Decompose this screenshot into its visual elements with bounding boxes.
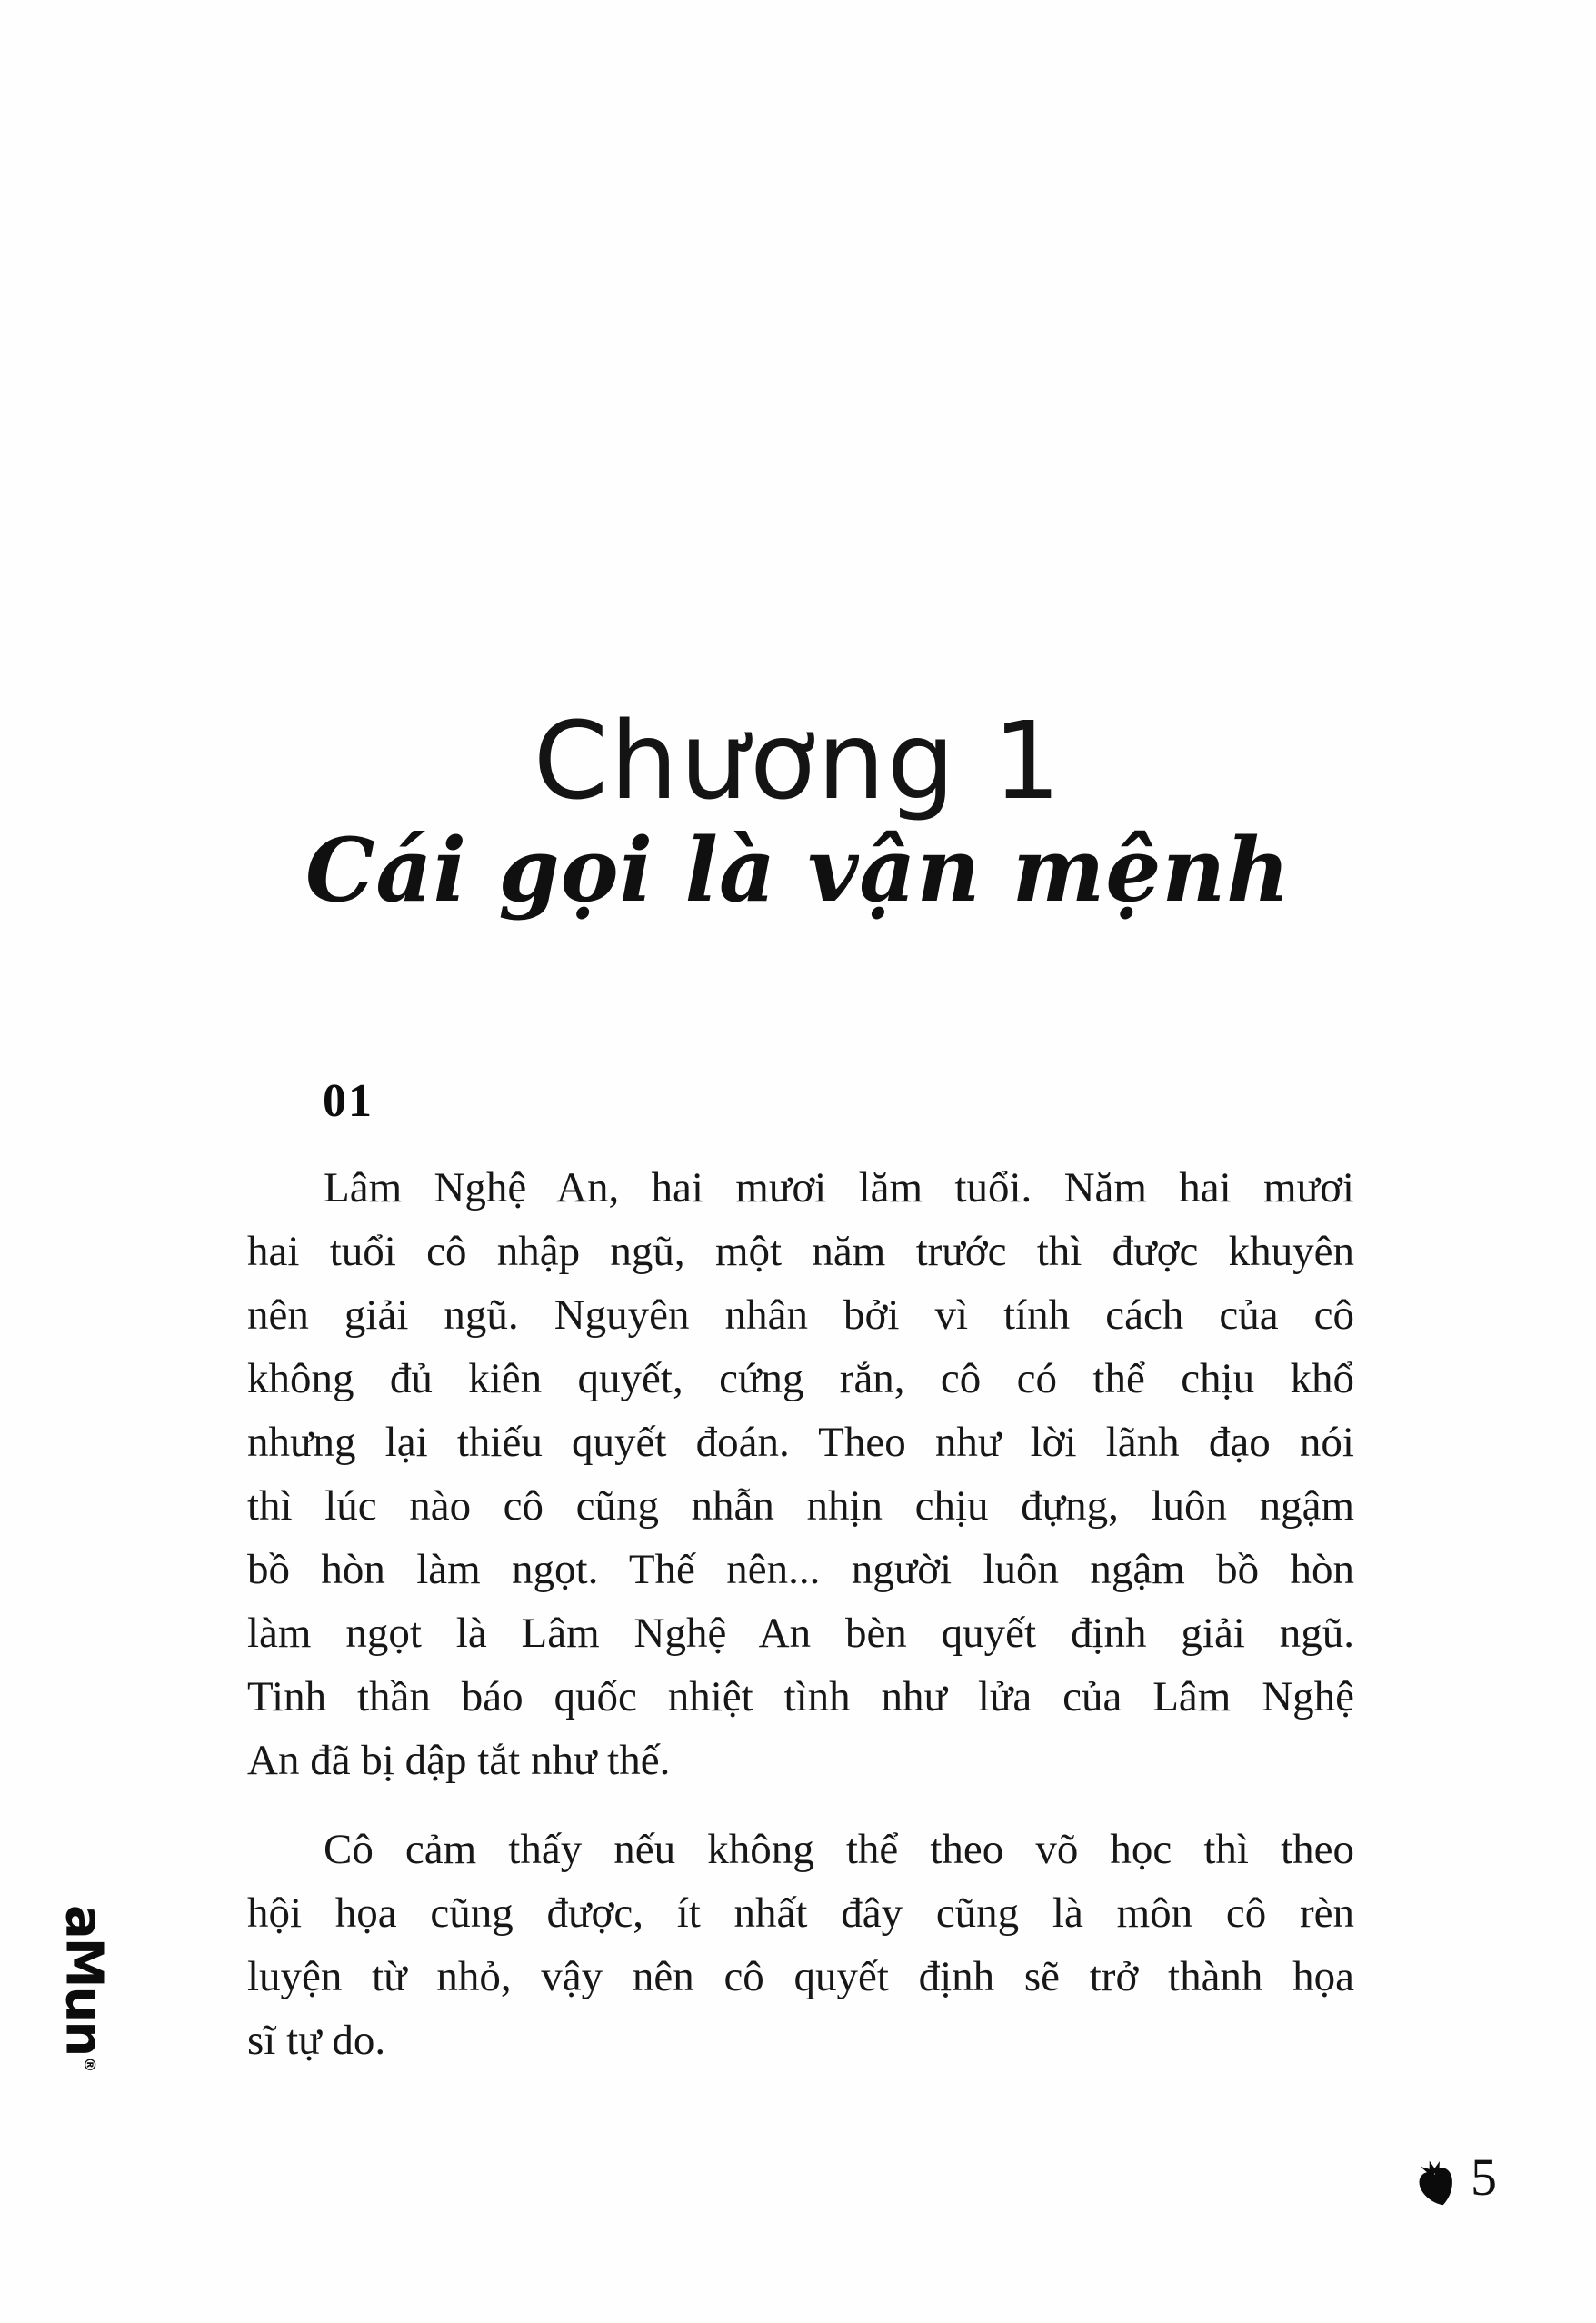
text-line: không đủ kiên quyết, cứng rắn, cô có thể chịu khổ [247, 1355, 1354, 1402]
text-line: hai tuổi cô nhập ngũ, một năm trước thì được khuyên [247, 1228, 1354, 1275]
chapter-subtitle: Cái gọi là vận mệnh [304, 819, 1292, 922]
text-line: Lâm Nghệ An, hai mươi lăm tuổi. Năm hai mươi [324, 1164, 1354, 1211]
text-line: hội họa cũng được, ít nhất đây cũng là môn cô rèn [247, 1889, 1354, 1937]
text-line: thì lúc nào cô cũng nhẫn nhịn chịu đựng, luôn ngậm [247, 1482, 1354, 1530]
text-line: sĩ tự do. [247, 2017, 386, 2064]
text-line: Tinh thần báo quốc nhiệt tình như lửa của Lâm Nghệ [247, 1673, 1354, 1720]
section-number: 01 [323, 1075, 374, 1127]
text-line: làm ngọt là Lâm Nghệ An bèn quyết định giải ngũ. [247, 1610, 1354, 1657]
paragraph [247, 1156, 1354, 1792]
text-line: An đã bị dập tắt như thế. [247, 1737, 671, 1784]
chapter-title: Chương 1 [533, 698, 1063, 824]
body-text [247, 1156, 1354, 2098]
text-line: nhưng lại thiếu quyết đoán. Theo như lời lãnh đạo nói [247, 1419, 1354, 1466]
registered-trademark-symbol: ® [80, 2057, 98, 2073]
page-number: 5 [1471, 2148, 1497, 2207]
text-line: bồ hòn làm ngọt. Thế nên... người luôn ngậm bồ hòn [247, 1546, 1354, 1593]
text-line: nên giải ngũ. Nguyên nhân bởi vì tính cách của cô [247, 1291, 1354, 1339]
publisher-logo-text: aMun [54, 1905, 114, 2056]
text-line: Cô cảm thấy nếu không thể theo võ học thì theo [324, 1826, 1354, 1873]
paragraph [247, 1818, 1354, 2072]
strawberry-icon [1414, 2159, 1458, 2208]
publisher-logo [55, 1905, 116, 2072]
page-footer [1414, 2147, 1497, 2208]
text-line: luyện từ nhỏ, vậy nên cô quyết định sẽ trở thành họa [247, 1953, 1354, 2000]
